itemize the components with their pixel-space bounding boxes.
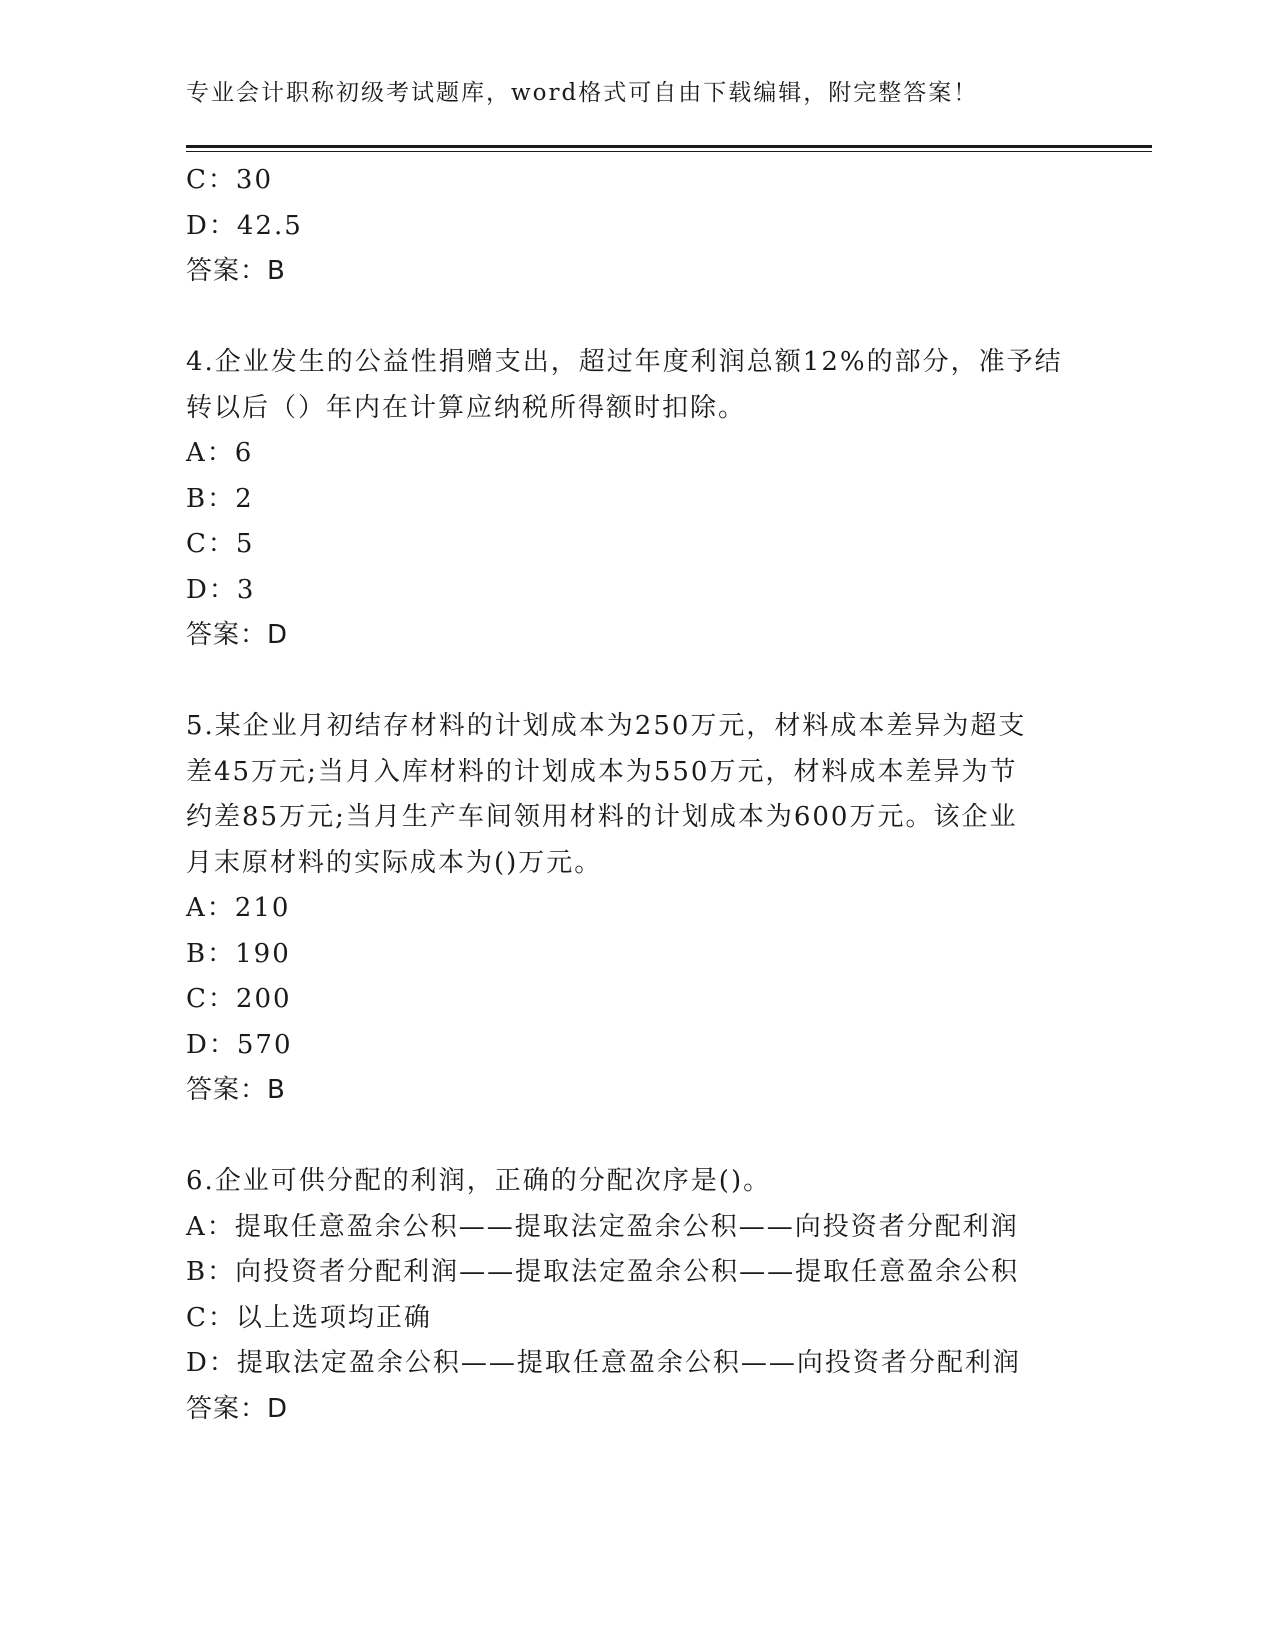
option-c: C：30 xyxy=(186,165,273,195)
answer-line: 答案：B xyxy=(186,1075,286,1105)
option-c: C：以上选项均正确 xyxy=(186,1302,432,1333)
spacer xyxy=(186,295,1086,341)
spacer xyxy=(186,1114,1086,1160)
question-stem-line: 4.企业发生的公益性捐赠支出，超过年度利润总额12%的部分，准予结 xyxy=(186,347,1063,377)
question-content xyxy=(186,158,1086,1432)
question-stem-line: 转以后（）年内在计算应纳税所得额时扣除。 xyxy=(186,392,747,423)
option-d: D：570 xyxy=(186,1029,293,1060)
option-d: D：42.5 xyxy=(186,210,303,241)
answer-line: 答案：D xyxy=(186,620,289,650)
question-stem-line: 5.某企业月初结存材料的计划成本为250万元，材料成本差异为超支 xyxy=(186,711,1027,741)
option-c: C：5 xyxy=(186,529,255,559)
question-4 xyxy=(186,340,1086,659)
option-a: A：6 xyxy=(186,438,254,468)
option-a: A：提取任意盈余公积——提取法定盈余公积——向投资者分配利润 xyxy=(186,1211,1019,1242)
option-b: B：2 xyxy=(186,483,254,514)
carryover-block xyxy=(186,158,1086,295)
answer-line: 答案：D xyxy=(186,1393,289,1424)
page-header: 专业会计职称初级考试题库，word格式可自由下载编辑，附完整答案！ xyxy=(186,80,979,106)
answer-line: 答案：B xyxy=(186,256,286,286)
question-stem-line: 6.企业可供分配的利润，正确的分配次序是()。 xyxy=(186,1166,772,1196)
option-a: A：210 xyxy=(186,893,291,923)
option-d: D：3 xyxy=(186,574,256,605)
option-c: C：200 xyxy=(186,984,292,1014)
question-5 xyxy=(186,704,1086,1114)
question-stem-line: 月末原材料的实际成本为()万元。 xyxy=(186,847,603,878)
header-rule-thin xyxy=(186,151,1152,152)
spacer xyxy=(186,659,1086,705)
option-b: B：向投资者分配利润——提取法定盈余公积——提取任意盈余公积 xyxy=(186,1257,1020,1287)
option-b: B：190 xyxy=(186,938,291,969)
question-stem-line: 约差85万元;当月生产车间领用材料的计划成本为600万元。该企业 xyxy=(186,802,1018,832)
question-6 xyxy=(186,1159,1086,1432)
option-d: D：提取法定盈余公积——提取任意盈余公积——向投资者分配利润 xyxy=(186,1348,1021,1378)
header-rule-thick xyxy=(186,145,1152,148)
question-stem-line: 差45万元;当月入库材料的计划成本为550万元，材料成本差异为节 xyxy=(186,756,1018,787)
